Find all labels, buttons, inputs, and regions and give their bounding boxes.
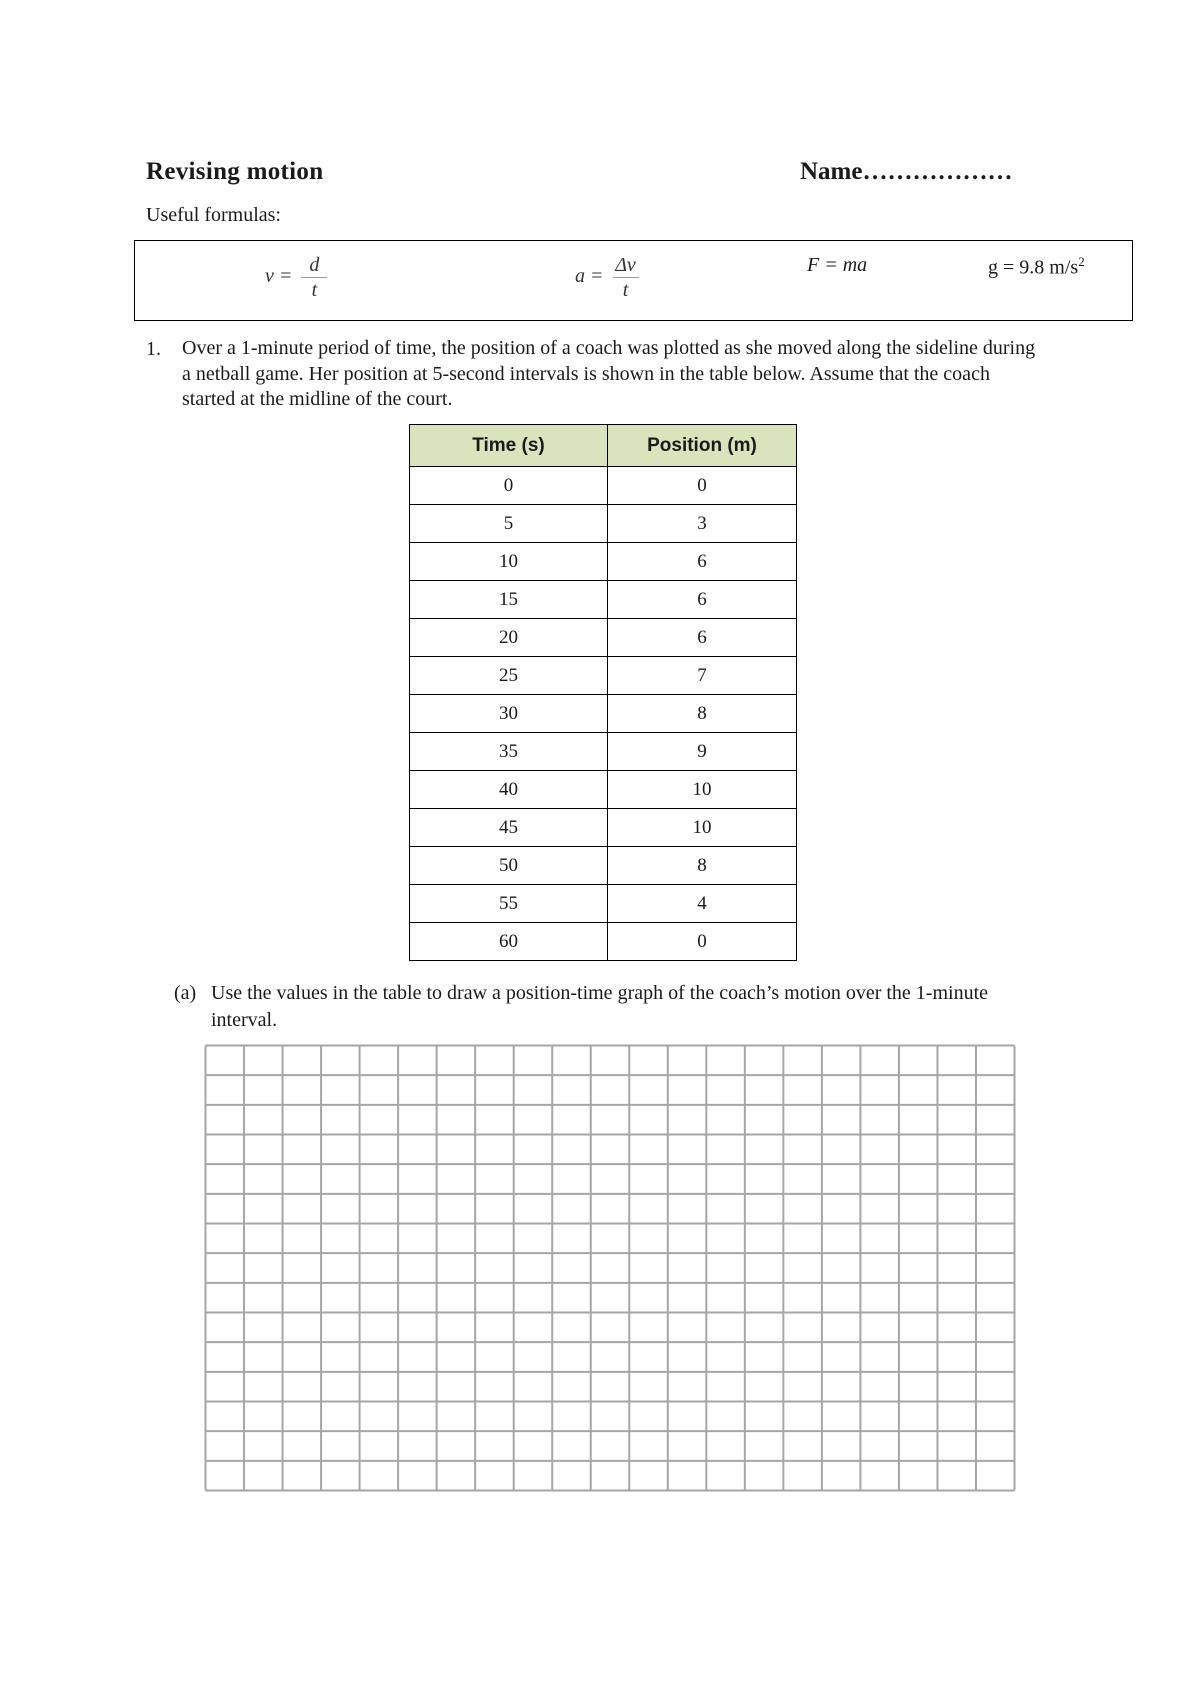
gravity-constant — [988, 254, 1085, 280]
table-row — [410, 771, 797, 809]
position-cell: 7 — [608, 657, 797, 695]
position-cell: 6 — [608, 543, 797, 581]
table-row — [410, 657, 797, 695]
table-row — [410, 923, 797, 961]
table-row — [410, 505, 797, 543]
position-cell: 6 — [608, 619, 797, 657]
position-cell: 8 — [608, 695, 797, 733]
time-cell: 50 — [410, 847, 608, 885]
position-cell: 9 — [608, 733, 797, 771]
time-cell: 25 — [410, 657, 608, 695]
position-cell: 6 — [608, 581, 797, 619]
velocity-fraction — [301, 253, 327, 302]
time-cell: 60 — [410, 923, 608, 961]
name-field-label: Name……………… — [800, 158, 1013, 185]
time-cell: 35 — [410, 733, 608, 771]
table-row — [410, 695, 797, 733]
question-text: Over a 1-minute period of time, the position of a coach was plotted as she moved along the sideline during a netball game. Her position at 5-second intervals is shown in the table below. Assume that the coach started at the midline of the court. — [182, 337, 1036, 410]
time-cell: 5 — [410, 505, 608, 543]
table-row — [410, 543, 797, 581]
acceleration-formula — [575, 253, 639, 302]
acceleration-fraction — [613, 253, 639, 302]
position-cell: 3 — [608, 505, 797, 543]
velocity-numerator: d — [309, 254, 320, 276]
position-cell: 10 — [608, 809, 797, 847]
time-cell: 10 — [410, 543, 608, 581]
table-row — [410, 733, 797, 771]
table-row — [410, 619, 797, 657]
acceleration-lhs: a = — [575, 265, 604, 288]
formula-box — [134, 240, 1133, 321]
acceleration-numerator: Δv — [615, 254, 636, 276]
force-formula: F = ma — [807, 254, 868, 276]
graph-paper[interactable] — [204, 1044, 1016, 1492]
time-cell: 45 — [410, 809, 608, 847]
velocity-formula — [265, 253, 327, 302]
time-cell: 30 — [410, 695, 608, 733]
acceleration-denominator: t — [622, 279, 629, 301]
position-cell: 0 — [608, 467, 797, 505]
gravity-text: g = 9.8 m/s — [988, 256, 1079, 279]
table-body — [410, 467, 797, 961]
position-time-table — [409, 424, 797, 961]
formulas-intro: Useful formulas: — [146, 204, 281, 226]
time-cell: 20 — [410, 619, 608, 657]
table-row — [410, 847, 797, 885]
table-row — [410, 467, 797, 505]
question-number: 1. — [146, 338, 161, 360]
table-row — [410, 581, 797, 619]
position-cell: 8 — [608, 847, 797, 885]
velocity-denominator: t — [311, 279, 318, 301]
velocity-lhs: v = — [265, 265, 293, 288]
position-cell: 10 — [608, 771, 797, 809]
part-a-text: Use the values in the table to draw a position-time graph of the coach’s motion over the 1-minute interval. — [211, 982, 989, 1031]
time-cell: 15 — [410, 581, 608, 619]
position-cell: 0 — [608, 923, 797, 961]
part-a-label: (a) — [174, 982, 197, 1004]
table-row — [410, 809, 797, 847]
table-row — [410, 885, 797, 923]
table-header-time: Time (s) — [410, 425, 608, 467]
worksheet-title: Revising motion — [146, 158, 324, 185]
time-cell: 55 — [410, 885, 608, 923]
table-header-position: Position (m) — [608, 425, 797, 467]
position-cell: 4 — [608, 885, 797, 923]
time-cell: 40 — [410, 771, 608, 809]
table-header-row — [410, 425, 797, 467]
gravity-exponent: 2 — [1078, 254, 1085, 269]
time-cell: 0 — [410, 467, 608, 505]
